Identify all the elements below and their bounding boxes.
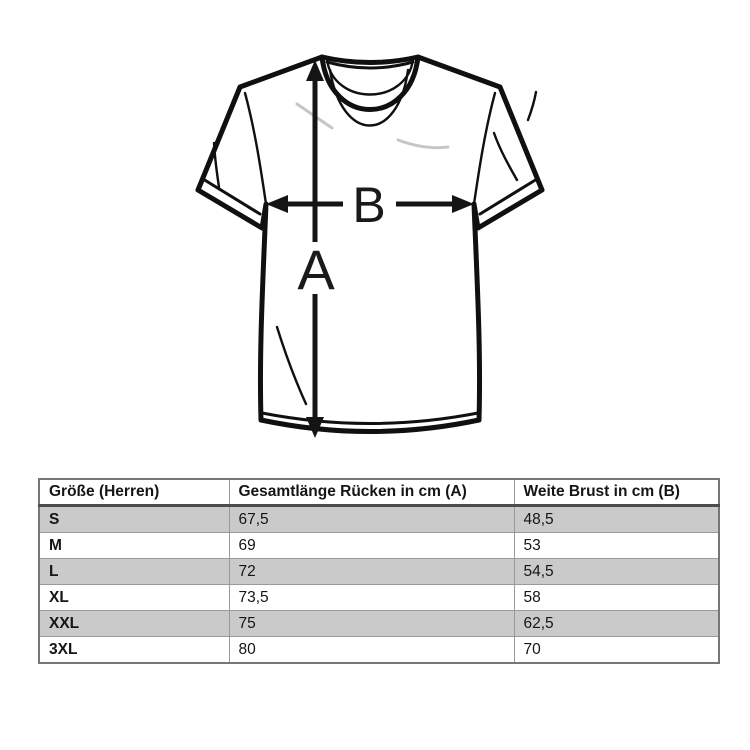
table-row-m <box>39 533 719 559</box>
chest-cell: 53 <box>514 533 719 559</box>
measurement-label-a: A <box>297 238 335 301</box>
chest-cell: 62,5 <box>514 611 719 637</box>
col-header-size: Größe (Herren) <box>39 479 229 506</box>
table-row-3xl <box>39 637 719 664</box>
right-shoulder-fold <box>528 92 536 120</box>
table-row-xxl <box>39 611 719 637</box>
size-cell: L <box>39 559 229 585</box>
size-cell: 3XL <box>39 637 229 664</box>
chest-cell: 70 <box>514 637 719 664</box>
length-cell: 69 <box>229 533 514 559</box>
measurement-label-b: B <box>352 177 386 233</box>
table-row-s <box>39 506 719 533</box>
size-cell: S <box>39 506 229 533</box>
chest-cell: 48,5 <box>514 506 719 533</box>
header-row <box>39 479 719 506</box>
length-cell: 75 <box>229 611 514 637</box>
length-cell: 80 <box>229 637 514 664</box>
size-cell: M <box>39 533 229 559</box>
size-table <box>38 478 720 664</box>
table-row-xl <box>39 585 719 611</box>
length-cell: 72 <box>229 559 514 585</box>
size-cell: XL <box>39 585 229 611</box>
col-header-chest: Weite Brust in cm (B) <box>514 479 719 506</box>
col-header-length: Gesamtlänge Rücken in cm (A) <box>229 479 514 506</box>
size-table-header <box>39 479 719 506</box>
length-cell: 67,5 <box>229 506 514 533</box>
chest-cell: 54,5 <box>514 559 719 585</box>
size-cell: XXL <box>39 611 229 637</box>
length-cell: 73,5 <box>229 585 514 611</box>
table-row-l <box>39 559 719 585</box>
size-table-body <box>39 506 719 664</box>
chest-cell: 58 <box>514 585 719 611</box>
